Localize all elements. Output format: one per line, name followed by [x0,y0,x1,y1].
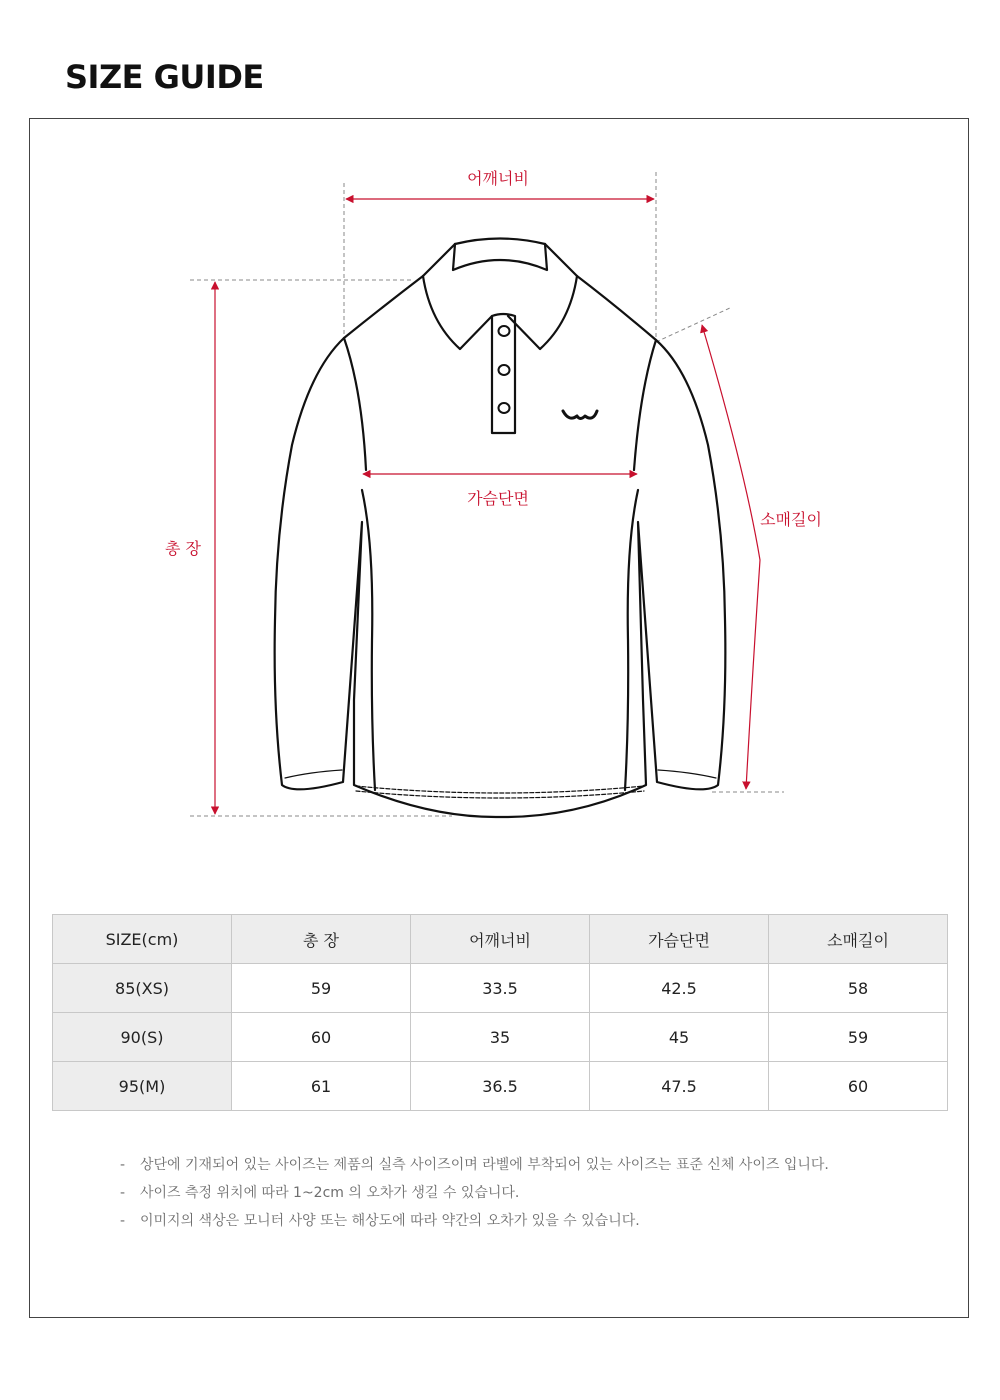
header-size: SIZE(cm) [53,915,232,964]
table-cell: 59 [232,964,411,1013]
table-cell: 61 [232,1062,411,1111]
note-text: 사이즈 측정 위치에 따라 1~2cm 의 오차가 생길 수 있습니다. [140,1185,520,1201]
note-item [120,1154,829,1182]
placket-buttons [499,326,510,413]
table-cell: 33.5 [411,964,590,1013]
page-title: SIZE GUIDE [65,58,264,96]
note-dash: - [120,1213,126,1229]
notes-list [120,1154,829,1238]
size-cell: 85(XS) [53,964,232,1013]
table-cell: 36.5 [411,1062,590,1111]
sleeve-label: 소매길이 [760,510,822,529]
size-table [52,914,948,1111]
table-cell: 60 [232,1013,411,1062]
shirt-outline [275,239,726,818]
table-row [53,964,948,1013]
header-shoulder: 어깨너비 [411,915,590,964]
header-chest: 가슴단면 [590,915,769,964]
size-cell: 90(S) [53,1013,232,1062]
note-text: 상단에 기재되어 있는 사이즈는 제품의 실측 사이즈이며 라벨에 부착되어 있는 사이즈는 표준 신체 사이즈 입니다. [140,1157,829,1173]
size-cell: 95(M) [53,1062,232,1111]
length-label: 총 장 [165,539,201,558]
table-row [53,1062,948,1111]
table-cell: 42.5 [590,964,769,1013]
sleeve-arrow [702,325,760,789]
table-cell: 60 [769,1062,948,1111]
table-cell: 59 [769,1013,948,1062]
chest-label: 가슴단면 [467,489,529,508]
note-dash: - [120,1185,126,1201]
header-length: 총 장 [232,915,411,964]
note-item [120,1210,829,1238]
note-dash: - [120,1157,126,1173]
table-cell: 47.5 [590,1062,769,1111]
size-table-header [53,915,948,964]
note-text: 이미지의 색상은 모니터 사양 또는 해상도에 따라 약간의 오차가 있을 수 있습니다. [140,1213,640,1229]
shoulder-label: 어깨너비 [467,169,529,188]
table-cell: 35 [411,1013,590,1062]
table-row [53,1013,948,1062]
header-sleeve: 소매길이 [769,915,948,964]
table-cell: 58 [769,964,948,1013]
note-item [120,1182,829,1210]
table-cell: 45 [590,1013,769,1062]
brand-logo-icon [563,411,597,419]
